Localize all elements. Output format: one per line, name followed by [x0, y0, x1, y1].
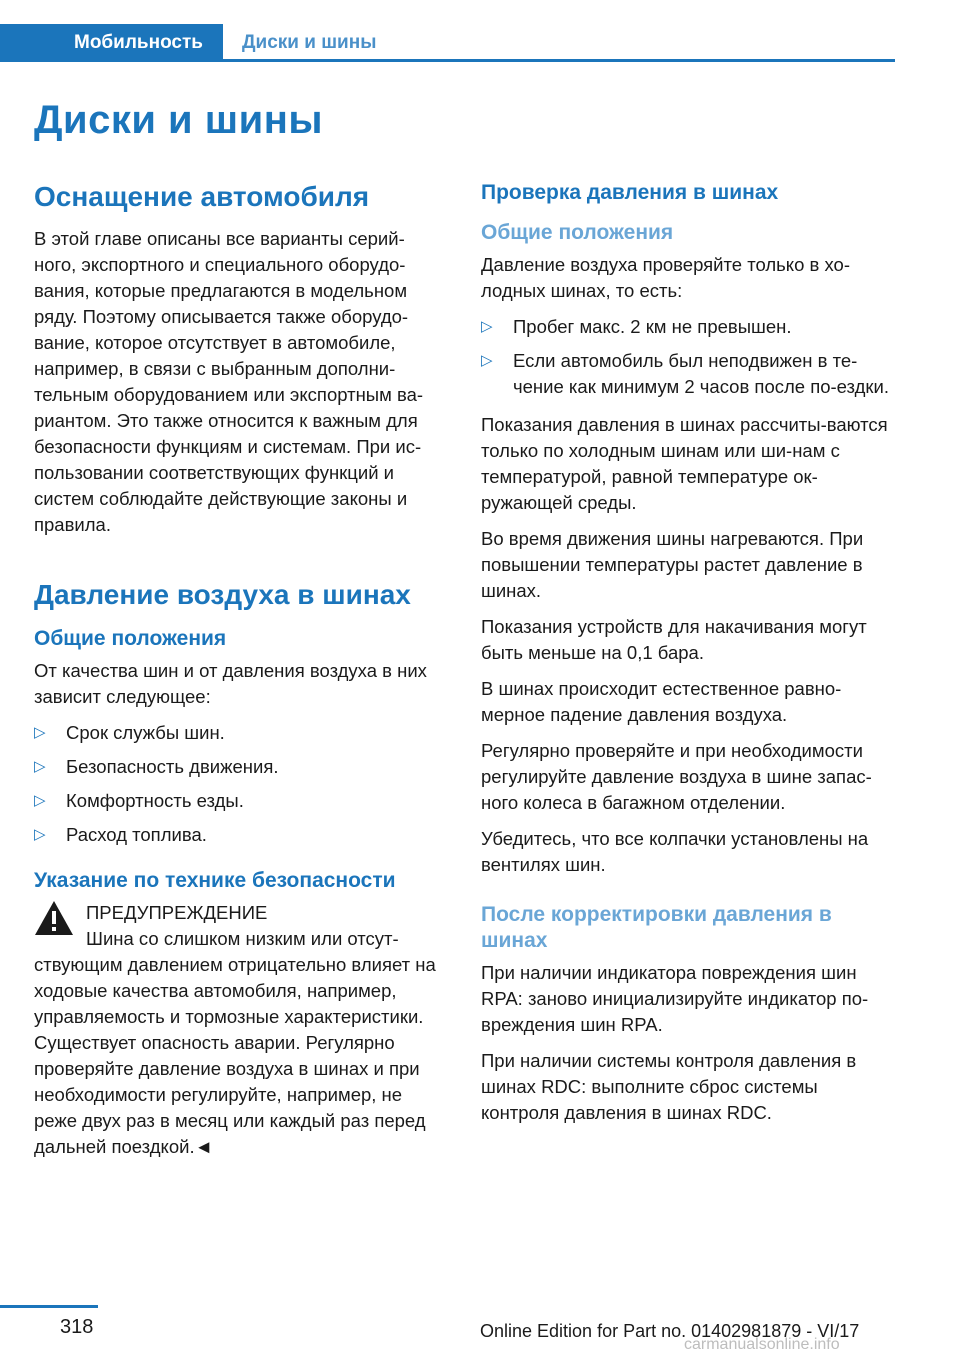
- general-text: От качества шин и от давления воздуха в них зависит следующее:: [34, 660, 427, 707]
- arrow-bullet-icon: ▷: [34, 792, 46, 809]
- warning-triangle-icon: [34, 900, 74, 936]
- list-item: ▷ Комфортность езды.: [34, 788, 446, 814]
- para-6: Убедитесь, что все колпачки установлены на вентилях шин.: [481, 828, 869, 875]
- list-item: ▷ Пробег макс. 2 км не превышен.: [481, 314, 899, 340]
- warning-block: [34, 900, 446, 1160]
- list-item: ▷ Безопасность движения.: [34, 754, 446, 780]
- list-item: ▷ Если автомобиль был неподвижен в те-чение как минимум 2 часов после по-ездки.: [481, 350, 889, 397]
- arrow-bullet-icon: ▷: [34, 758, 46, 775]
- edition-label: Online Edition for Part no. 01402981879 - VI/17: [480, 1321, 860, 1341]
- intro-text: Давление воздуха проверяйте только в хо-лодных шинах, то есть:: [481, 254, 850, 301]
- page-number: 318: [60, 1316, 94, 1338]
- para-5: Регулярно проверяйте и при необходимости регулируйте давление воздуха в шине запас-ного колеса в багажном отделении.: [481, 740, 872, 813]
- left-column: [34, 180, 446, 1170]
- page-header: [0, 24, 895, 62]
- list-item: ▷ Расход топлива.: [34, 822, 446, 848]
- list-item: ▷ Срок службы шин.: [34, 720, 446, 746]
- equipment-text: В этой главе описаны все варианты серий-ного, экспортного и специального оборудо-вания, которые предлагаются в модельном ряду. Поэтому описывается также оборудо-вание, которое отсутствует в автомобиле, например, в связи с выбранным дополни-тельным оборудованием или экспортным ва-риантом. Это также относится к важным для безопасности функциям и системам. При ис-пользовании соответствующих функций и систем соблюдайте действующие законы и правила.: [34, 228, 424, 535]
- arrow-bullet-icon: ▷: [481, 318, 493, 335]
- arrow-bullet-icon: ▷: [481, 352, 493, 369]
- page-title: Диски и шины: [34, 98, 324, 142]
- para-8: При наличии системы контроля давления в шинах RDC: выполните сброс системы контроля давления в шинах RDC.: [481, 1050, 857, 1123]
- header-rule: [223, 59, 895, 62]
- para-7: При наличии индикатора повреждения шин RPA: заново инициализируйте индикатор по-вреждения шин RPA.: [481, 962, 869, 1035]
- general-heading: Общие положения: [34, 627, 227, 650]
- safety-heading: Указание по технике безопасности: [34, 869, 396, 892]
- para-3: Показания устройств для накачивания могут быть меньше на 0,1 бара.: [481, 616, 867, 663]
- after-heading: После корректировки давления в шинах: [481, 903, 832, 952]
- right-column: [481, 180, 899, 1136]
- general-list: [34, 720, 446, 848]
- right-general-heading: Общие положения: [481, 221, 674, 244]
- watermark: carmanualsonline.info: [684, 1336, 840, 1353]
- section-tab: Мобильность: [0, 24, 223, 62]
- para-4: В шинах происходит естественное равно-мерное падение давления воздуха.: [481, 678, 842, 725]
- equipment-heading: Оснащение автомобиля: [34, 181, 370, 212]
- warning-text: Шина со слишком низким или отсут-ствующим давлением отрицательно влияет на ходовые качества автомобиля, например, управляемость и тормозные характеристики. Существует опасность аварии. Регулярно проверяйте давление воздуха в шинах и при необходимости регулируйте, например, не реже двух раз в месяц или каждый раз перед дальней поездкой.◄: [34, 928, 436, 1157]
- chapter-tab: Диски и шины: [242, 32, 377, 53]
- para-2: Во время движения шины нагреваются. При повышении температуры растет давление в шинах.: [481, 528, 864, 601]
- footer-rule: [0, 1305, 98, 1308]
- warning-label: ПРЕДУПРЕЖДЕНИЕ: [86, 902, 268, 923]
- arrow-bullet-icon: ▷: [34, 724, 46, 741]
- cold-tire-list: [481, 314, 899, 400]
- para-1: Показания давления в шинах рассчиты-ваются только по холодным шинам или ши-нам с температурой, равной температуре ок-ружающей среды.: [481, 414, 888, 513]
- check-heading: Проверка давления в шинах: [481, 181, 779, 204]
- arrow-bullet-icon: ▷: [34, 826, 46, 843]
- pressure-heading: Давление воздуха в шинах: [34, 579, 411, 610]
